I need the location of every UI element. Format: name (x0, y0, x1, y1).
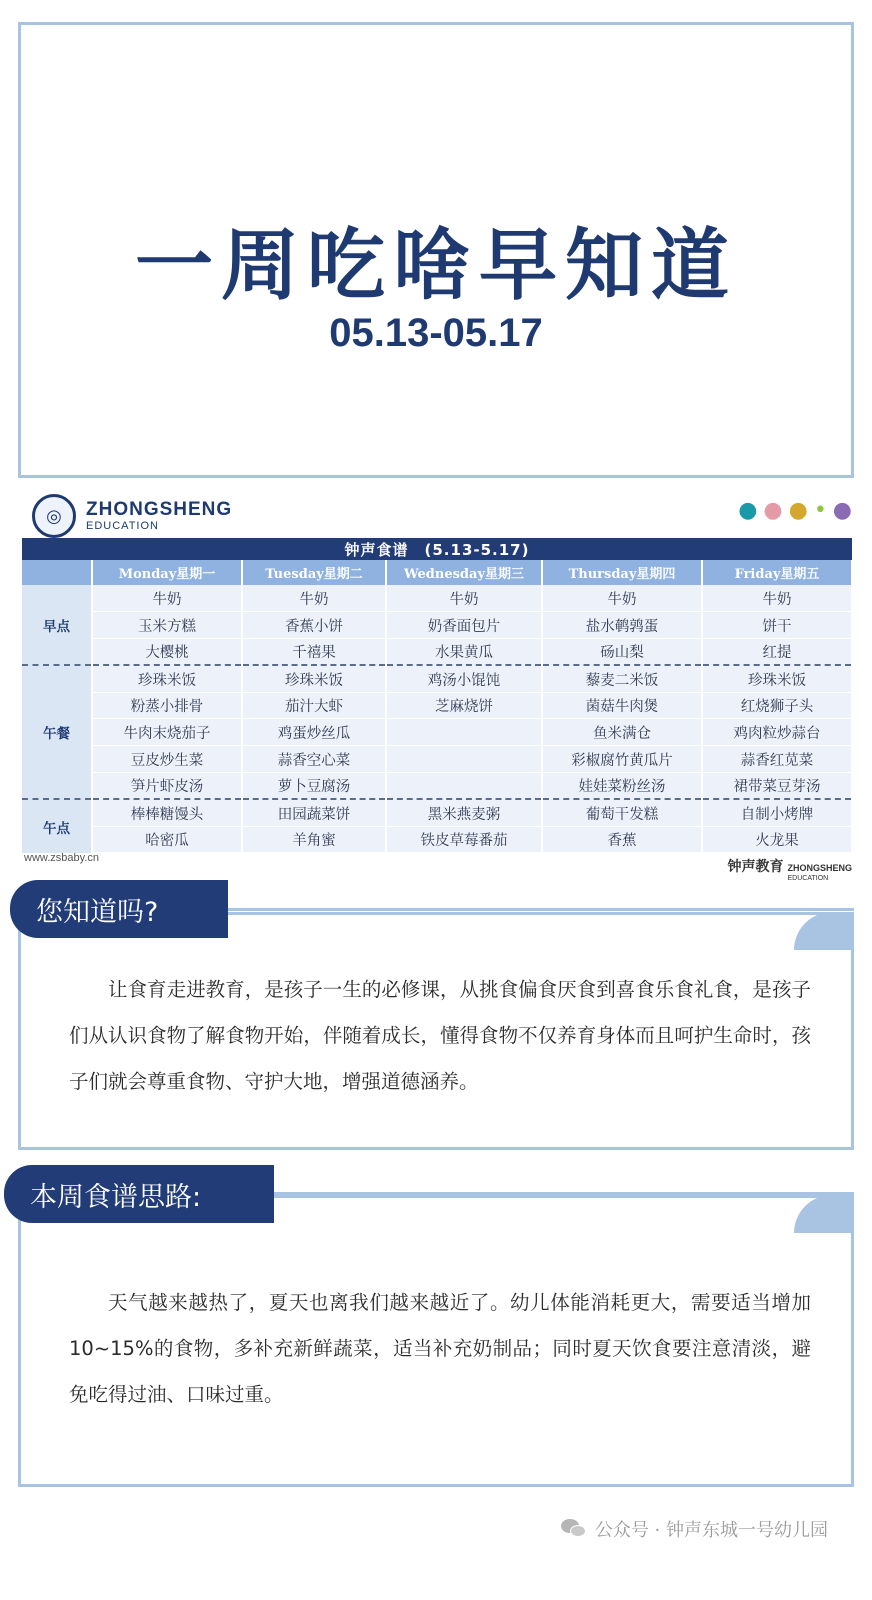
section-did-you-know (18, 912, 854, 1150)
menu-cell: 红烧狮子头 (702, 692, 852, 719)
menu-cell: 裙带菜豆芽汤 (702, 773, 852, 800)
footer-url: www.zsbaby.cn (24, 852, 99, 864)
menu-cell: 菌菇牛肉煲 (542, 692, 702, 719)
menu-cell: 牛肉末烧茄子 (92, 719, 242, 746)
section-menu-idea (18, 1195, 854, 1487)
hero-title: 一周吃啥早知道 (134, 221, 737, 311)
menu-cell: 茄汁大虾 (242, 692, 386, 719)
menu-cell: 牛奶 (242, 585, 386, 612)
cat-icon: ● (788, 498, 808, 523)
menu-cell: 水果黄瓜 (386, 639, 542, 666)
menu-cell: 红提 (702, 639, 852, 666)
menu-cell: 牛奶 (386, 585, 542, 612)
menu-cell: 笋片虾皮汤 (92, 773, 242, 800)
menu-cell: 棒棒糖馒头 (92, 799, 242, 826)
menu-cell: 千禧果 (242, 639, 386, 666)
day-header: Friday星期五 (702, 560, 852, 585)
menu-cell: 鸡蛋炒丝瓜 (242, 719, 386, 746)
section1-tab (10, 880, 228, 938)
section1-rule (220, 908, 854, 911)
meal-label: 早点 (22, 585, 92, 665)
menu-cell: 藜麦二米饭 (542, 665, 702, 692)
menu-cell: 火龙果 (702, 826, 852, 853)
section2-rule (270, 1192, 854, 1195)
meal-label: 午餐 (22, 665, 92, 799)
hero-date-range: 05.13-05.17 (329, 311, 543, 355)
menu-cell: 哈密瓜 (92, 826, 242, 853)
menu-cell: 葡萄干发糕 (542, 799, 702, 826)
section1-body: 让食育走进教育，是孩子一生的必修课，从挑食偏食厌食到喜食乐食礼食，是孩子们从认识食物了解食物开始，伴随着成长，懂得食物不仅养育身体而且呵护生命时，孩子们就会尊重食物、守护大地，增强道德涵养。 (69, 978, 811, 1093)
clock-emblem-icon: ◎ (46, 505, 62, 527)
menu-table (22, 538, 852, 853)
menu-cell: 盐水鹌鹑蛋 (542, 612, 702, 639)
menu-cell (386, 773, 542, 800)
menu-cell: 蒜香空心菜 (242, 746, 386, 773)
corner-header (22, 560, 92, 585)
menu-cell: 豆皮炒生菜 (92, 746, 242, 773)
menu-cell: 玉米方糕 (92, 612, 242, 639)
day-header: Tuesday星期二 (242, 560, 386, 585)
menu-cell: 鸡汤小馄饨 (386, 665, 542, 692)
menu-cell: 芝麻烧饼 (386, 692, 542, 719)
menu-cell: 珍珠米饭 (92, 665, 242, 692)
menu-image (22, 492, 852, 882)
section1-title: 您知道吗? (36, 896, 159, 928)
menu-cell: 粉蒸小排骨 (92, 692, 242, 719)
elephant-icon: ● (738, 498, 758, 523)
animal-decoration (738, 498, 852, 523)
menu-cell: 饼干 (702, 612, 852, 639)
menu-table-title: 钟声食谱 (5.13-5.17) (22, 538, 852, 560)
corner-decoration (794, 912, 854, 950)
rabbit-icon: ● (832, 498, 852, 523)
menu-cell: 黑米燕麦粥 (386, 799, 542, 826)
menu-cell: 大樱桃 (92, 639, 242, 666)
menu-cell (386, 719, 542, 746)
pig-icon: ● (763, 498, 783, 523)
menu-cell: 铁皮草莓番茄 (386, 826, 542, 853)
menu-cell: 田园蔬菜饼 (242, 799, 386, 826)
footer-text: 公众号 · 钟声东城一号幼儿园 (594, 1520, 828, 1541)
hero-card (18, 22, 854, 478)
menu-cell: 牛奶 (542, 585, 702, 612)
brand-name: ZHONGSHENG (86, 499, 233, 520)
brand-header (32, 496, 232, 536)
menu-cell: 萝卜豆腐汤 (242, 773, 386, 800)
day-header: Monday星期一 (92, 560, 242, 585)
menu-cell: 砀山梨 (542, 639, 702, 666)
menu-cell: 鱼米满仓 (542, 719, 702, 746)
brand-sub: EDUCATION (86, 520, 159, 532)
footer-watermark (561, 1516, 828, 1542)
section2-tab (4, 1165, 274, 1223)
bird-icon: • (813, 498, 827, 523)
footer-brand (727, 856, 852, 882)
day-header: Wednesday星期三 (386, 560, 542, 585)
brand-logo (32, 494, 76, 538)
menu-cell: 彩椒腐竹黄瓜片 (542, 746, 702, 773)
meal-label: 午点 (22, 799, 92, 853)
section2-body: 天气越来越热了，夏天也离我们越来越近了。幼儿体能消耗更大，需要适当增加10~15%的食物，多补充新鲜蔬菜，适当补充奶制品；同时夏天饮食要注意清淡，避免吃得过油、口味过重。 (69, 1291, 811, 1406)
menu-cell: 羊角蜜 (242, 826, 386, 853)
menu-cell: 娃娃菜粉丝汤 (542, 773, 702, 800)
footer-brand-en-sub: EDUCATION (787, 875, 829, 882)
footer-brand-en: ZHONGSHENG (787, 863, 852, 873)
menu-cell: 自制小烤牌 (702, 799, 852, 826)
menu-cell: 牛奶 (702, 585, 852, 612)
menu-cell (386, 746, 542, 773)
menu-cell: 珍珠米饭 (242, 665, 386, 692)
corner-decoration (794, 1195, 854, 1233)
menu-cell: 鸡肉粒炒蒜台 (702, 719, 852, 746)
wechat-icon (561, 1519, 587, 1539)
section2-title: 本周食谱思路: (30, 1181, 202, 1213)
day-header: Thursday星期四 (542, 560, 702, 585)
menu-cell: 香蕉 (542, 826, 702, 853)
menu-cell: 牛奶 (92, 585, 242, 612)
menu-cell: 蒜香红苋菜 (702, 746, 852, 773)
menu-cell: 奶香面包片 (386, 612, 542, 639)
menu-cell: 珍珠米饭 (702, 665, 852, 692)
footer-brand-cn: 钟声教育 (727, 859, 784, 875)
menu-cell: 香蕉小饼 (242, 612, 386, 639)
